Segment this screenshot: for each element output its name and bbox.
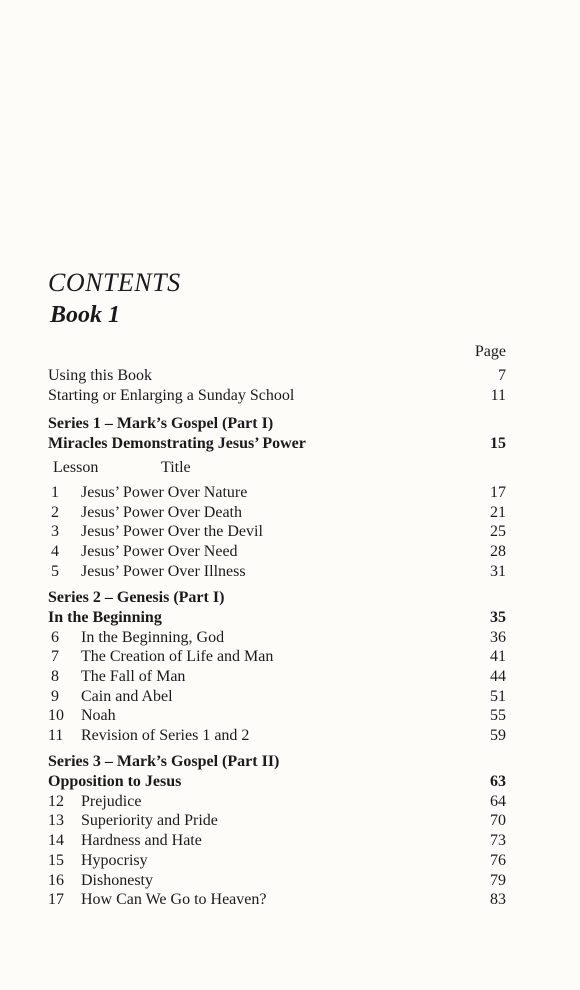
series-title: Series 3 – Mark’s Gospel (Part II) bbox=[48, 752, 280, 770]
page-column-label: Page bbox=[474, 343, 506, 360]
lesson-list bbox=[48, 792, 506, 910]
lesson-title: Revision of Series 1 and 2 bbox=[81, 727, 250, 745]
lesson-title: The Creation of Life and Man bbox=[81, 648, 274, 666]
series-page: 35 bbox=[490, 608, 506, 626]
series-subtitle: In the Beginning bbox=[48, 608, 162, 626]
series-page: 15 bbox=[490, 435, 506, 452]
lesson-row bbox=[48, 483, 506, 503]
lesson-title: Noah bbox=[81, 707, 116, 725]
lesson-page: 28 bbox=[490, 543, 506, 561]
lesson-number: 12 bbox=[48, 792, 64, 810]
series-subtitle: Miracles Demonstrating Jesus’ Power bbox=[48, 435, 306, 452]
lesson-row bbox=[48, 871, 506, 891]
lesson-number: 7 bbox=[51, 648, 59, 666]
lesson-title: How Can We Go to Heaven? bbox=[81, 891, 267, 909]
lesson-row bbox=[48, 831, 506, 851]
lesson-number: 9 bbox=[51, 687, 59, 705]
lesson-row bbox=[48, 792, 506, 812]
lesson-list bbox=[48, 483, 506, 582]
lesson-page: 55 bbox=[490, 707, 506, 725]
lesson-number: 2 bbox=[51, 503, 59, 521]
lesson-number: 15 bbox=[48, 851, 64, 869]
lesson-title: Hardness and Hate bbox=[81, 832, 202, 850]
lesson-page: 25 bbox=[490, 523, 506, 541]
lesson-row bbox=[48, 522, 506, 542]
lesson-page: 76 bbox=[490, 851, 506, 869]
lesson-title: Jesus’ Power Over Illness bbox=[81, 562, 246, 580]
lesson-title: Cain and Abel bbox=[81, 687, 173, 705]
lesson-row bbox=[48, 811, 506, 831]
lesson-number: 11 bbox=[48, 727, 64, 745]
toc-entry bbox=[48, 386, 506, 406]
lesson-title: The Fall of Man bbox=[81, 667, 186, 685]
lesson-title: Hypocrisy bbox=[81, 851, 148, 869]
lesson-list bbox=[48, 628, 506, 746]
lesson-title: Jesus’ Power Over Nature bbox=[81, 484, 248, 501]
lesson-page: 21 bbox=[490, 503, 506, 521]
lesson-row bbox=[48, 503, 506, 523]
lesson-page: 64 bbox=[490, 792, 506, 810]
entry-title: Starting or Enlarging a Sunday School bbox=[48, 387, 295, 404]
lesson-page: 31 bbox=[490, 562, 506, 580]
lesson-row bbox=[48, 706, 506, 726]
lesson-row bbox=[48, 687, 506, 707]
lesson-number: 5 bbox=[51, 562, 59, 580]
series-subtitle: Opposition to Jesus bbox=[48, 772, 182, 790]
lesson-row bbox=[48, 562, 506, 582]
lesson-title: Superiority and Pride bbox=[81, 812, 218, 830]
series-heading bbox=[48, 588, 506, 628]
lesson-number: 13 bbox=[48, 812, 64, 830]
lesson-title: Prejudice bbox=[81, 792, 142, 810]
lesson-page: 41 bbox=[490, 648, 506, 666]
entry-title: Using this Book bbox=[48, 367, 153, 384]
lesson-page: 17 bbox=[490, 484, 506, 501]
lesson-row bbox=[48, 542, 506, 562]
lesson-row bbox=[48, 628, 506, 648]
lesson-row bbox=[48, 726, 506, 746]
toc-entry bbox=[48, 366, 506, 386]
lesson-number: 4 bbox=[51, 543, 59, 561]
lesson-page: 44 bbox=[490, 667, 506, 685]
series-title: Series 2 – Genesis (Part I) bbox=[48, 588, 225, 606]
lesson-page: 70 bbox=[490, 812, 506, 830]
lesson-page: 51 bbox=[490, 687, 506, 705]
series-heading bbox=[48, 414, 506, 454]
lesson-column-header: Lesson bbox=[53, 459, 99, 476]
title-column-header: Title bbox=[161, 459, 191, 476]
lesson-row bbox=[48, 851, 506, 871]
entry-page: 7 bbox=[498, 367, 506, 384]
lesson-number: 16 bbox=[48, 871, 64, 889]
lesson-page: 73 bbox=[490, 832, 506, 850]
lesson-number: 8 bbox=[51, 667, 59, 685]
lesson-title: In the Beginning, God bbox=[81, 628, 225, 646]
entry-page: 11 bbox=[490, 387, 506, 404]
lesson-row bbox=[48, 647, 506, 667]
series-heading bbox=[48, 752, 506, 792]
lesson-number: 10 bbox=[48, 707, 64, 725]
lesson-title: Dishonesty bbox=[81, 871, 153, 889]
series-page: 63 bbox=[490, 772, 506, 790]
contents-heading: CONTENTS bbox=[48, 268, 181, 297]
lesson-title: Jesus’ Power Over the Devil bbox=[81, 523, 263, 541]
series-title: Series 1 – Mark’s Gospel (Part I) bbox=[48, 415, 274, 432]
lesson-row bbox=[48, 667, 506, 687]
lesson-page: 79 bbox=[490, 871, 506, 889]
lesson-number: 3 bbox=[51, 523, 59, 541]
lesson-number: 17 bbox=[48, 891, 64, 909]
lesson-page: 59 bbox=[490, 727, 506, 745]
lesson-title: Jesus’ Power Over Death bbox=[81, 503, 242, 521]
lesson-row bbox=[48, 890, 506, 910]
lesson-number: 1 bbox=[51, 484, 59, 501]
lesson-number: 6 bbox=[51, 628, 59, 646]
table-of-contents bbox=[48, 366, 506, 910]
column-headers bbox=[48, 458, 506, 478]
lesson-number: 14 bbox=[48, 832, 64, 850]
book-subheading: Book 1 bbox=[50, 302, 121, 328]
lesson-page: 83 bbox=[490, 891, 506, 909]
lesson-page: 36 bbox=[490, 628, 506, 646]
lesson-title: Jesus’ Power Over Need bbox=[81, 543, 238, 561]
